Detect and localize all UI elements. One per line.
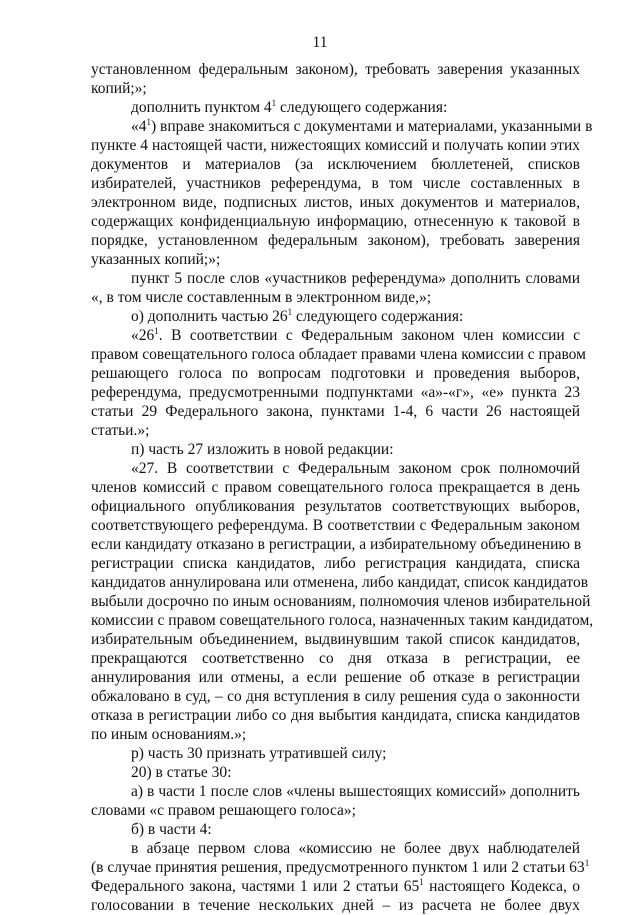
text-line: аннулирования или отмены, а если решение об отказе в регистрации <box>91 669 580 686</box>
text-line: о) дополнить частью $26^1$ следующего содержания: <box>131 306 464 325</box>
text-line: копий;»; <box>91 80 147 97</box>
text-line: «, в том числе составленным в электронном виде,»; <box>91 289 432 306</box>
text-line: комиссии с правом совещательного голоса, назначенных таким кандидатом, <box>91 612 594 629</box>
text-line: кандидатов аннулирована или отменена, либо кандидат, список кандидатов <box>91 574 589 591</box>
text-line: пункте 4 настоящей части, нижестоящих комиссий и получать копии этих <box>91 137 580 154</box>
text-line: а) в части 1 после слов «члены вышестоящих комиссий» дополнить <box>131 783 580 800</box>
text-line: обжаловано в суд, – со дня вступления в силу решения суда о законности <box>91 688 580 705</box>
text-line: по иным основаниям.»; <box>91 726 247 743</box>
text-line: р) часть 30 признать утратившей силу; <box>131 745 387 762</box>
text-line: референдума, предусмотренными подпунктами «а»-«г», «е» пункта 23 <box>91 384 580 401</box>
text-line: избирательным объединением, выдвинувшим такой список кандидатов, <box>91 631 580 648</box>
text-line: содержащих конфиденциальную информацию, отнесенную к таковой в <box>91 213 580 230</box>
text-line: правом совещательного голоса обладает правами члена комиссии с правом <box>91 346 586 363</box>
text-line: регистрации списка кандидатов, либо регистрация кандидата, списка <box>91 555 580 572</box>
text-line: решающего голоса по вопросам подготовки и проведения выборов, <box>91 365 580 382</box>
text-line: Федерального закона, частями 1 или 2 статьи $65^1$ настоящего Кодекса, о <box>91 876 580 895</box>
text-line: электронном виде, подписных листов, иных документов и материалов, <box>91 194 580 211</box>
text-line: документов и материалов (за исключением бюллетеней, списков <box>91 156 580 173</box>
text-line: порядке, установленном федеральным законом), требовать заверения <box>91 232 580 249</box>
text-line: выбыли досрочно по иным основаниям, полномочия членов избирательной <box>91 593 591 610</box>
text-line: «27. В соответствии с Федеральным законом срок полномочий <box>131 460 580 477</box>
text-line: «$26^1$. В соответствии с Федеральным законом член комиссии с <box>131 325 580 344</box>
text-line: статьи 29 Федерального закона, пунктами 1-4, 6 части 26 настоящей <box>91 403 580 420</box>
text-line: соответствующего референдума. В соответствии с Федеральным законом <box>91 517 580 534</box>
text-line: словами «с правом решающего голоса»; <box>91 802 356 819</box>
text-line: голосовании в течение нескольких дней – из расчета не более двух <box>91 897 580 914</box>
text-line: в абзаце первом слова «комиссию не более двух наблюдателей <box>131 840 580 857</box>
text-line: п) часть 27 изложить в новой редакции: <box>131 441 394 458</box>
text-line: членов комиссий с правом совещательного голоса прекращается в день <box>91 479 580 496</box>
text-line: установленном федеральным законом), требовать заверения указанных <box>91 61 580 78</box>
text-line: пункт 5 после слов «участников референдума» дополнить словами <box>131 270 580 287</box>
text-line: указанных копий;»; <box>91 251 221 268</box>
text-line: отказа в регистрации либо со дня выбытия кандидата, списка кандидатов <box>91 707 580 724</box>
text-line: «$4^1$) вправе знакомиться с документами и материалами, указанными в <box>131 116 593 135</box>
text-line: б) в части 4: <box>131 821 212 838</box>
text-line: 20) в статье 30: <box>131 764 232 781</box>
text-line: дополнить пунктом $4^1$ следующего содержания: <box>131 97 448 116</box>
page-number: 11 <box>312 34 328 51</box>
text-line: прекращаются соответственно со дня отказа в регистрации, ее <box>91 650 580 667</box>
text-line: (в случае принятия решения, предусмотренного пунктом 1 или 2 статьи $63^1$ <box>91 857 590 876</box>
text-line: статьи.»; <box>91 422 150 439</box>
document-body <box>91 60 594 915</box>
text-line: если кандидату отказано в регистрации, а избирательному объединению в <box>91 536 582 553</box>
text-line: избирателей, участников референдума, в том числе составленных в <box>91 175 580 192</box>
text-line: официального опубликования результатов соответствующих выборов, <box>91 498 580 515</box>
